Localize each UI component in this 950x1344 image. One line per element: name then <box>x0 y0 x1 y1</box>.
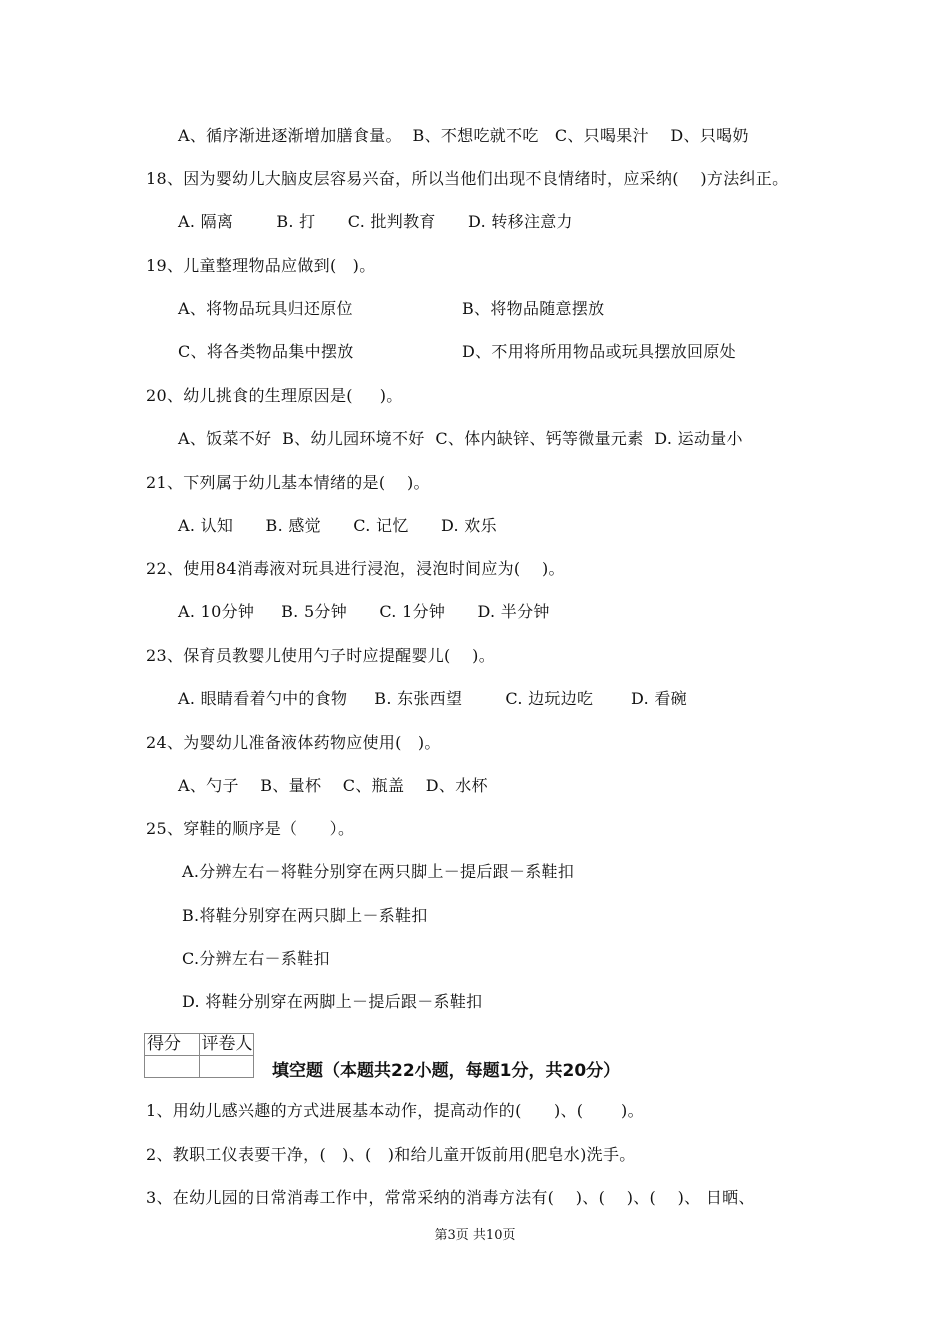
q25-option-b: B.将鞋分别穿在两只脚上－系鞋扣 <box>182 906 428 925</box>
q19-option-b: B、将物品随意摆放 <box>462 299 605 318</box>
q18-text: 18、因为婴幼儿大脑皮层容易兴奋，所以当他们出现不良情绪时，应采纳( )方法纠正。 <box>146 169 789 188</box>
q19-text: 19、儿童整理物品应做到( )。 <box>146 256 376 275</box>
score-box <box>144 1033 254 1078</box>
grader-cell <box>199 1056 254 1078</box>
score-cell <box>145 1056 200 1078</box>
q25-option-a: A.分辨左右－将鞋分别穿在两只脚上－提后跟－系鞋扣 <box>182 862 575 881</box>
q21-text: 21、下列属于幼儿基本情绪的是( )。 <box>146 473 430 492</box>
fill-q2-text: 2、教职工仪表要干净，( )、( )和给儿童开饭前用(肥皂水)洗手。 <box>146 1145 636 1164</box>
q25-option-d: D. 将鞋分别穿在两脚上－提后跟－系鞋扣 <box>182 992 483 1011</box>
q18-options: A. 隔离 B. 打 C. 批判教育 D. 转移注意力 <box>178 212 573 231</box>
fill-q1-text: 1、用幼儿感兴趣的方式进展基本动作，提高动作的( )、( )。 <box>146 1101 644 1120</box>
q19-option-c: C、将各类物品集中摆放 <box>178 342 354 361</box>
q23-options: A. 眼睛看着勺中的食物 B. 东张西望 C. 边玩边吃 D. 看碗 <box>178 689 687 708</box>
section-title-fill-blank: 填空题（本题共22小题，每题1分，共20分） <box>272 1061 621 1081</box>
grader-label: 评卷人 <box>199 1034 254 1056</box>
q20-options: A、饭菜不好 B、幼儿园环境不好 C、体内缺锌、钙等微量元素 D. 运动量小 <box>178 429 743 448</box>
q24-text: 24、为婴幼儿准备液体药物应使用( )。 <box>146 733 441 752</box>
q22-text: 22、使用84消毒液对玩具进行浸泡，浸泡时间应为( )。 <box>146 559 565 578</box>
q25-option-c: C.分辨左右－系鞋扣 <box>182 949 330 968</box>
q23-text: 23、保育员教婴儿使用勺子时应提醒婴儿( )。 <box>146 646 495 665</box>
q19-option-a: A、将物品玩具归还原位 <box>178 299 353 318</box>
fill-q3-text: 3、在幼儿园的日常消毒工作中，常常采纳的消毒方法有( )、( )、( )、 日晒、 <box>146 1188 755 1207</box>
q19-option-d: D、不用将所用物品或玩具摆放回原处 <box>462 342 736 361</box>
page-footer: 第3页 共10页 <box>434 1228 516 1243</box>
q22-options: A. 10分钟 B. 5分钟 C. 1分钟 D. 半分钟 <box>178 602 550 621</box>
q20-text: 20、幼儿挑食的生理原因是( )。 <box>146 386 403 405</box>
q17-options: A、循序渐进逐渐增加膳食量。 B、不想吃就不吃 C、只喝果汁 D、只喝奶 <box>178 126 749 145</box>
q24-options: A、勺子 B、量杯 C、瓶盖 D、水杯 <box>178 776 488 795</box>
q25-text: 25、穿鞋的顺序是（ ）。 <box>146 819 355 838</box>
q21-options: A. 认知 B. 感觉 C. 记忆 D. 欢乐 <box>178 516 497 535</box>
score-label: 得分 <box>145 1034 200 1056</box>
